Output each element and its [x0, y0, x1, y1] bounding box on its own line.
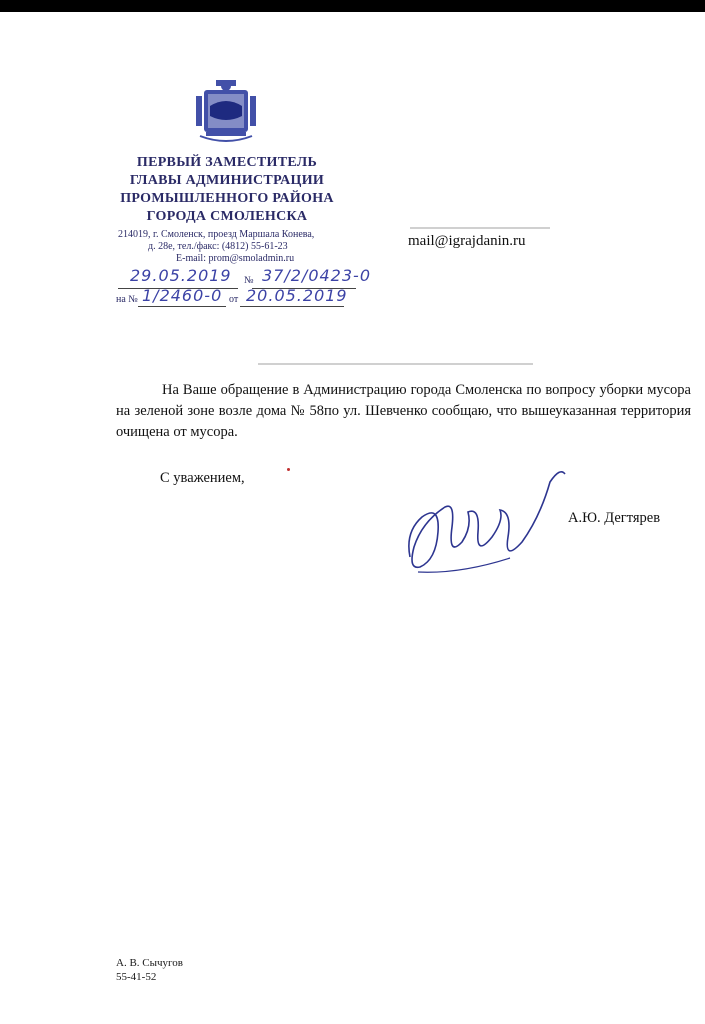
ref-number: 1/2460-0	[142, 286, 223, 305]
ref-date-underline	[240, 306, 344, 307]
address-line-2: д. 28е, тел./факс: (4812) 55-61-23	[148, 241, 288, 252]
executor-phone: 55-41-52	[116, 971, 157, 983]
header-title-line-2: ГЛАВЫ АДМИНИСТРАЦИИ	[129, 173, 325, 188]
redacted-address-line	[258, 363, 533, 365]
registration-date: 29.05.2019	[130, 266, 232, 285]
recipient-email: mail@igrajdanin.ru	[408, 233, 526, 249]
header-title-line-4: ГОРОДА СМОЛЕНСКА	[146, 209, 308, 224]
ref-date-prefix: от	[229, 294, 239, 305]
registration-number-prefix: №	[244, 275, 254, 286]
registration-number: 37/2/0423-0	[262, 266, 371, 285]
smolensk-coat-of-arms-icon	[186, 76, 266, 146]
handwritten-signature	[400, 462, 580, 582]
signatory-name: А.Ю. Дегтярев	[568, 510, 661, 526]
red-dot	[287, 468, 290, 471]
executor-name: А. В. Сычугов	[116, 957, 183, 969]
header-title-line-1: ПЕРВЫЙ ЗАМЕСТИТЕЛЬ	[136, 155, 318, 170]
address-line-1: 214019, г. Смоленск, проезд Маршала Конева,	[118, 229, 315, 240]
ref-number-prefix: на №	[116, 294, 138, 305]
email-line: E-mail: prom@smoladmin.ru	[176, 253, 295, 264]
closing-text: С уважением,	[160, 470, 245, 486]
header-title-line-3: ПРОМЫШЛЕННОГО РАЙОНА	[120, 191, 334, 206]
redacted-recipient-line	[410, 227, 550, 229]
top-black-bar	[0, 0, 705, 12]
letter-body-paragraph: На Ваше обращение в Администрацию города Смоленска по вопросу уборки мусора на зеленой зоне возле дома № 58по ул. Шевченко сообщаю, что вышеуказанная территория очищена от мусора.	[116, 382, 691, 440]
ref-date: 20.05.2019	[246, 286, 348, 305]
ref-number-underline	[138, 306, 226, 307]
